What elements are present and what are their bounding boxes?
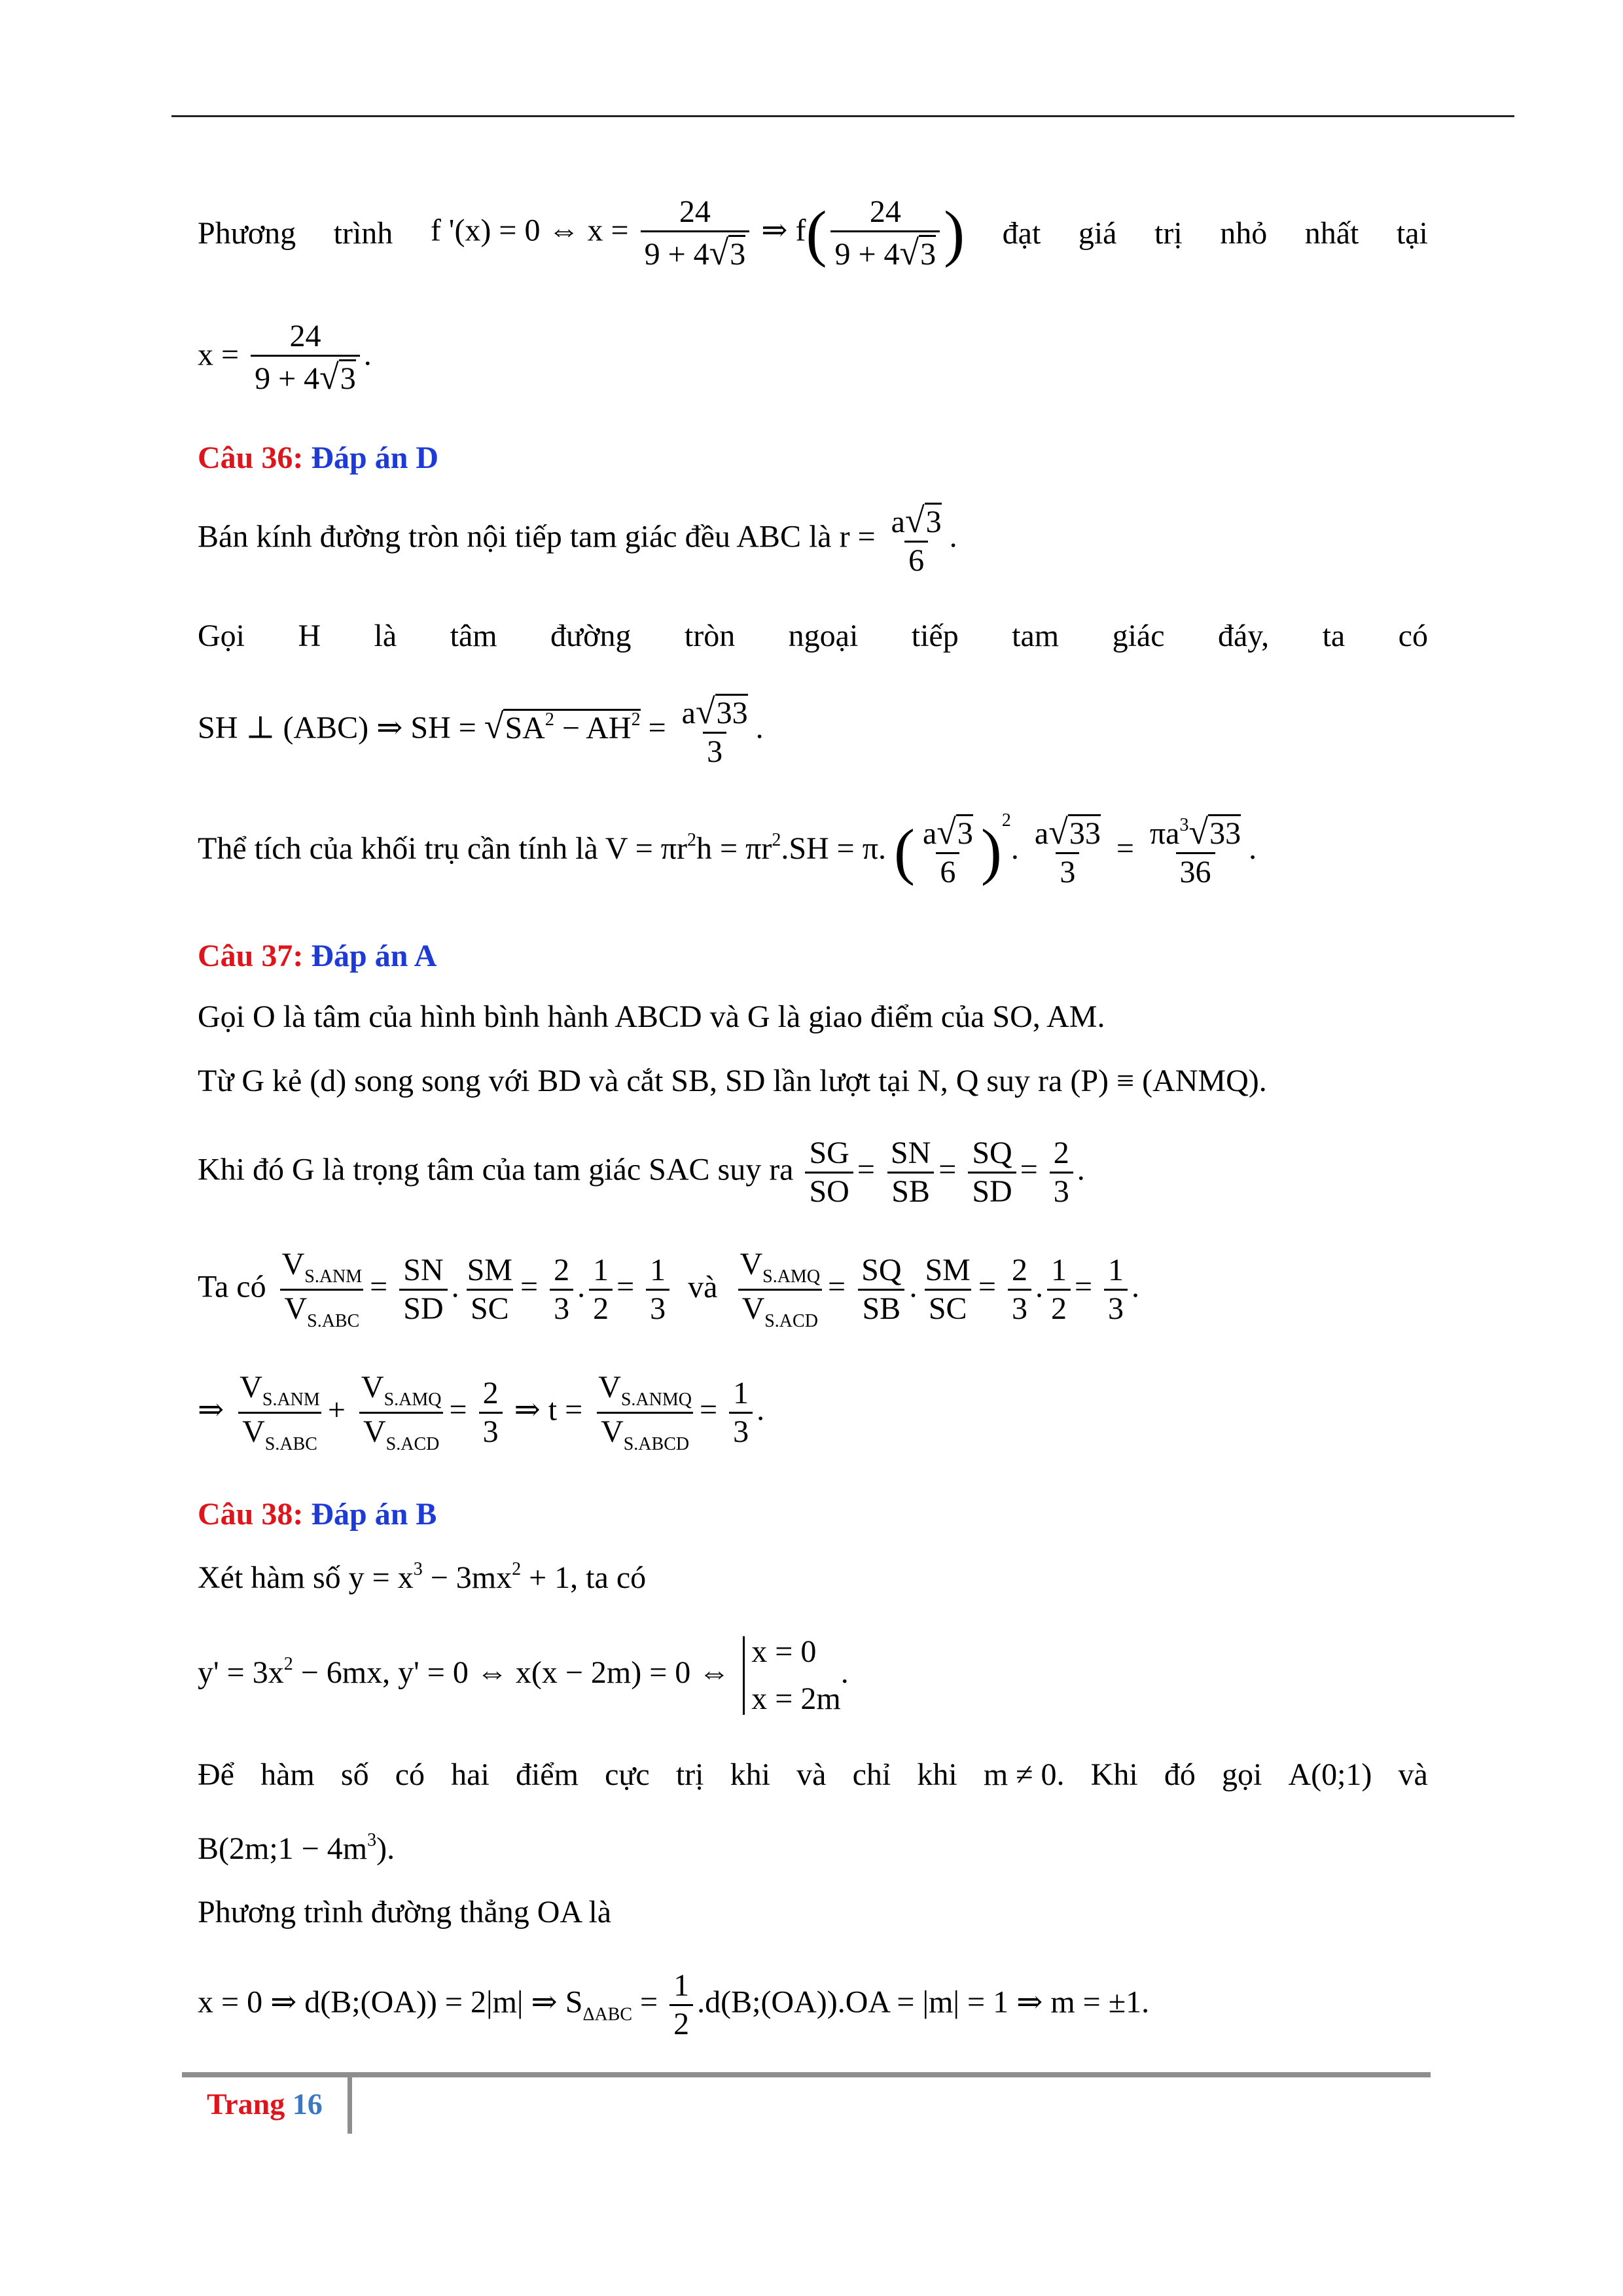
q36-line-2: Gọi H là tâm đường tròn ngoại tiếp tam giác đáy, ta có bbox=[198, 619, 1428, 653]
q37-line-2: Từ G kẻ (d) song song với BD và cắt SB, SD lần lượt tại N, Q suy ra (P) ≡ (ANMQ). bbox=[198, 1064, 1267, 1098]
q35-line-1 bbox=[198, 196, 1428, 270]
answer-label: Đáp án B bbox=[311, 1497, 437, 1532]
footer-divider bbox=[348, 2075, 352, 2134]
word: nhỏ bbox=[1220, 215, 1268, 251]
word: Phương bbox=[198, 215, 296, 251]
header-rule bbox=[171, 115, 1514, 117]
q37-line-4: Ta có $\frac{V_{S.ANM}}{V_{S.ABC}}$ = $\frac{SN}{SD}$ . $\frac{SM}{SC}$ = $\frac{2}{3}$ . $\frac{1}{2}$ = $\frac{1}{3}$ và $\frac{V_{S.AMQ}}{V_{S.ACD}}$ = $\frac{SQ}{SB}$ . $\frac{SM}{SC}$ = $\frac{2}{3}$ . $\frac{1}{2}$ = $\frac{1}{3}$ . bbox=[198, 1247, 1140, 1331]
q37-line-1: Gọi O là tâm của hình bình hành ABCD và G là giao điểm của SO, AM. bbox=[198, 999, 1105, 1034]
word: tại bbox=[1396, 215, 1428, 251]
word: nhất bbox=[1304, 215, 1359, 251]
q36-heading bbox=[198, 442, 438, 474]
question-number: Câu 38: bbox=[198, 1497, 304, 1532]
q35-line-2: x = $\frac{24}{9 + 4√3}$ . bbox=[198, 319, 372, 397]
q38-line-5: Phương trình đường thẳng OA là bbox=[198, 1895, 612, 1929]
q38-line-4: B(2m;1 − $4m^3$). bbox=[198, 1830, 395, 1866]
word: trị bbox=[1154, 215, 1183, 251]
question-number: Câu 37: bbox=[198, 939, 304, 973]
q38-line-3: Để hàm số có hai điểm cực trị khi và chỉ khi m ≠ 0. Khi đó gọi A(0;1) và bbox=[198, 1757, 1428, 1792]
q36-line-4: Thể tích của khối trụ cần tính là $V = \pi r^2h = \pi r^2.SH = \pi$. ( $\frac{a√3}{6}$ )$^2$. $\frac{a√33}{3}$ = $\frac{\pi a^3√33}{36}$ . bbox=[198, 810, 1257, 890]
q38-line-2: $y' = 3x^2 - 6mx$, y' = 0 ⇔ x(x − 2m) = 0 ⇔ x = 0 x = 2m . bbox=[198, 1634, 849, 1716]
q38-line-1: Xét hàm số $y = x^3 - 3mx^2 + 1$, ta có bbox=[198, 1559, 647, 1595]
q38-line-6: x = 0 ⇒ d(B;(OA)) = 2|m| ⇒ $S_{\Delta ABC}$ = $\frac{1}{2}$ .d(B;(OA)).OA = |m| = 1 ⇒ m = ±1. bbox=[198, 1968, 1150, 2041]
word: giá bbox=[1078, 215, 1117, 251]
q37-line-3: Khi đó G là trọng tâm của tam giác SAC suy ra $\frac{SG}{SO}$ = $\frac{SN}{SB}$ = $\frac{SQ}{SD}$ = $\frac{2}{3}$ . bbox=[198, 1136, 1085, 1209]
answer-label: Đáp án A bbox=[311, 939, 437, 973]
q38-heading bbox=[198, 1499, 437, 1530]
question-number: Câu 36: bbox=[198, 440, 304, 475]
word: trình bbox=[333, 215, 393, 251]
q36-line-3: SH ⊥ (ABC) ⇒ SH = $√SA^2 - AH^2$ = $\frac{a√33}{3}$ . bbox=[198, 692, 764, 769]
q37-heading bbox=[198, 941, 437, 972]
answer-label: Đáp án D bbox=[311, 440, 439, 475]
word: đạt bbox=[1002, 215, 1041, 251]
page-number: Trang 16 bbox=[207, 2087, 323, 2121]
equation: f '(x) = 0 ⇔ x = $\frac{24}{9 + 4√3}$ ⇒ f( $\frac{24}{9 + 4√3}$ ) bbox=[430, 194, 965, 272]
footer-rule bbox=[182, 2072, 1431, 2077]
q36-line-1: Bán kính đường tròn nội tiếp tam giác đều ABC là r = $\frac{a√3}{6}$ . bbox=[198, 501, 957, 578]
q37-line-5: ⇒ $\frac{V_{S.ANM}}{V_{S.ABC}}$ + $\frac{V_{S.AMQ}}{V_{S.ACD}}$ = $\frac{2}{3}$ ⇒ t = $\frac{V_{S.ANMQ}}{V_{S.ABCD}}$ = $\frac{1}{3}$ . bbox=[198, 1370, 765, 1454]
